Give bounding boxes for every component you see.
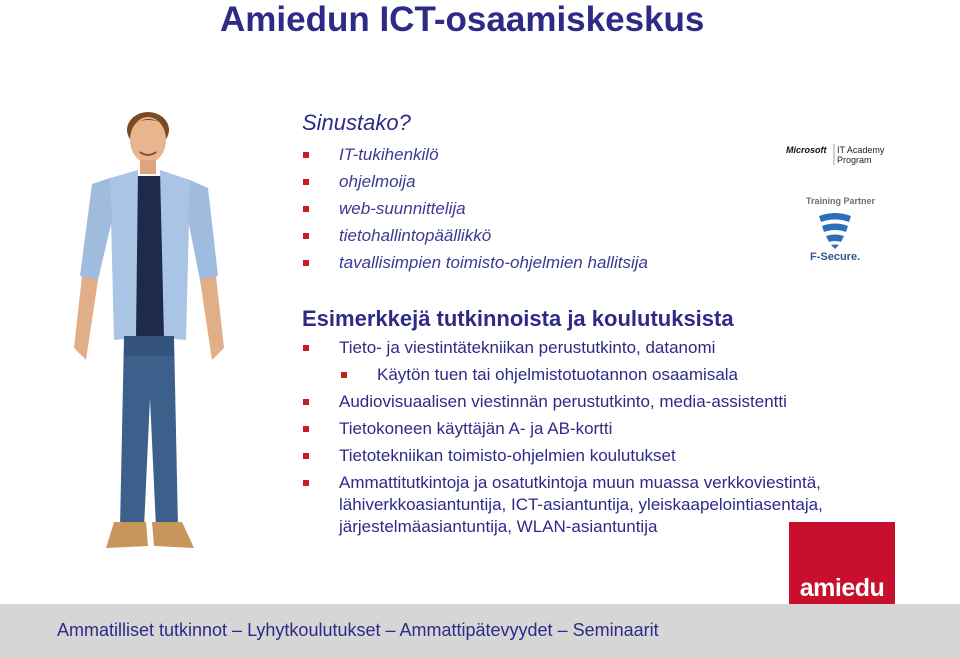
example-item: Tieto- ja viestintätekniikan perustutkinto, datanomi — [302, 337, 842, 359]
footer-bar — [0, 604, 960, 658]
amiedu-logo-text: amiedu — [799, 574, 885, 602]
bullet-icon — [303, 480, 309, 486]
svg-text:Program: Program — [837, 155, 872, 165]
example-item: Audiovisuaalisen viestinnän perustutkinto, media-assistentti — [302, 391, 842, 413]
svg-text:Microsoft: Microsoft — [786, 145, 827, 155]
bullet-icon — [303, 426, 309, 432]
role-item: tietohallintopäällikkö — [302, 222, 648, 249]
bullet-icon — [303, 345, 309, 351]
role-item: IT-tukihenkilö — [302, 141, 648, 168]
role-item: tavallisimpien toimisto-ohjelmien hallitsija — [302, 249, 648, 276]
fsecure-shield-icon — [815, 210, 855, 250]
role-list — [302, 141, 648, 276]
bullet-icon — [303, 399, 309, 405]
examples-heading: Esimerkkejä tutkinnoista ja koulutuksista — [302, 306, 734, 331]
training-partner-label: Training Partner — [806, 196, 876, 206]
svg-text:IT Academy: IT Academy — [837, 145, 885, 155]
microsoft-it-academy-logo — [786, 143, 890, 167]
bullet-icon — [303, 260, 309, 266]
example-item: Ammattitutkintoja ja osatutkintoja muun muassa verkkoviestintä, lähiverkkoasiantuntija, ICT-asiantuntija, yleiskaapelointiasentaja, järjestelmäasiantuntija, WLAN-asiantuntija — [302, 472, 842, 538]
bullet-icon — [303, 206, 309, 212]
examples-list — [302, 337, 842, 543]
slide-title: Amiedun ICT-osaamiskeskus — [220, 0, 705, 39]
example-item: Tietotekniikan toimisto-ohjelmien koulutukset — [302, 445, 842, 467]
bullet-icon — [303, 453, 309, 459]
bullet-icon — [303, 152, 309, 158]
bullet-icon — [303, 233, 309, 239]
footer-text: Ammatilliset tutkinnot – Lyhytkoulutukset – Ammattipätevyydet – Seminaarit — [57, 620, 659, 640]
bullet-icon — [303, 179, 309, 185]
example-subitem: Käytön tuen tai ohjelmistotuotannon osaamisala — [302, 364, 842, 386]
fsecure-logo-text: F-Secure. — [810, 251, 861, 263]
bullet-icon — [341, 372, 347, 378]
student-photo — [70, 108, 230, 560]
example-item: Tietokoneen käyttäjän A- ja AB-kortti — [302, 418, 842, 440]
role-item: ohjelmoija — [302, 168, 648, 195]
question-heading: Sinustako? — [302, 110, 411, 135]
role-item: web-suunnittelija — [302, 195, 648, 222]
